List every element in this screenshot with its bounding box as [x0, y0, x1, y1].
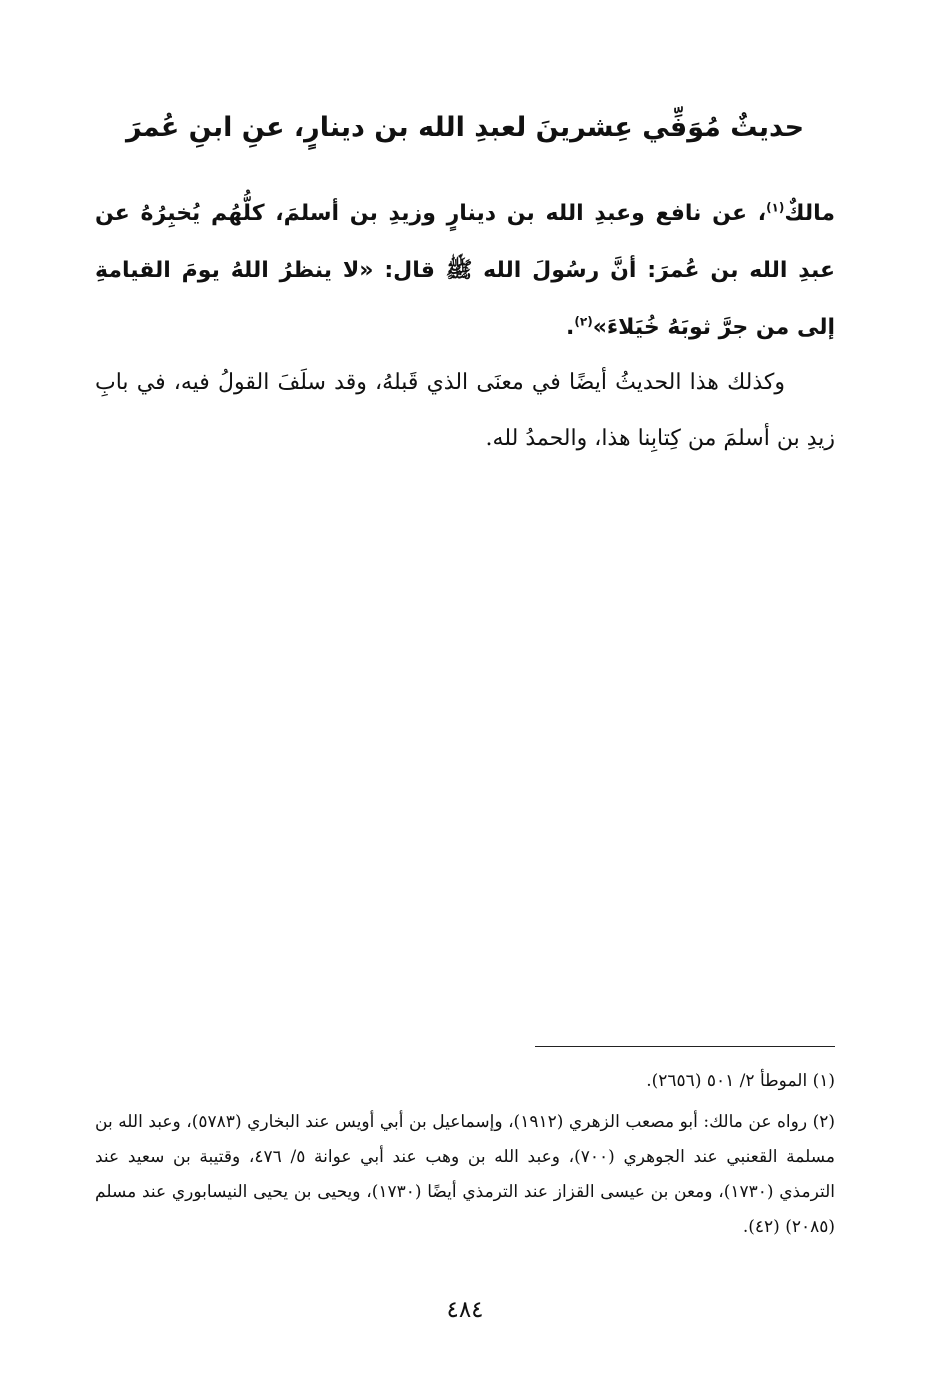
page-number: ٤٨٤	[446, 1297, 484, 1323]
hadith-end-punct: .	[566, 315, 575, 340]
hadith-text	[95, 185, 835, 356]
footnote-1: (١) الموطأ ٢/ ٥٠١ (٢٦٥٦).	[646, 1071, 835, 1091]
footnote-2: (٢) رواه عن مالك: أبو مصعب الزهري (١٩١٢)، وإسماعيل بن أبي أويس عند البخاري (٥٧٨٣)، وعبد الله بن مسلمة القعنبي عند الجوهري (٧٠٠)، وعبد الله بن وهب عند أبي عوانة ٥/ ٤٧٦، وقتيبة بن سعيد عند الترمذي (١٧٣٠)، ومعن بن عيسى القزاز عند الترمذي أيضًا (١٧٣٠)، ويحيى بن يحيى النيسابوري عند مسلم (٢٠٨٥) (٤٢).	[95, 1112, 835, 1237]
footnote-divider	[535, 1046, 835, 1047]
section-heading: حديثٌ مُوَفِّي عِشرينَ لعبدِ الله بن دينارٍ، عنِ ابنِ عُمرَ	[125, 112, 805, 143]
hadith-chain-and-text: ، عن نافع وعبدِ الله بن دينارٍ وزيدِ بن أسلمَ، كلُّهُم يُخبِرُهُ عن عبدِ الله بن عُمرَ: أنَّ رسُولَ الله ﷺ قال: «لا ينظرُ اللهُ يومَ القيامةِ إلى من جرَّ ثوبَهُ خُيَلاءَ»	[95, 201, 835, 340]
footnote-ref-1[interactable]: (١)	[766, 200, 785, 215]
footnotes-section	[95, 1064, 835, 1251]
footnote-ref-2[interactable]: (٢)	[574, 314, 593, 329]
commentary-paragraph: وكذلك هذا الحديثُ أيضًا في معنَى الذي قَبلهُ، وقد سلَفَ القولُ فيه، في بابِ زيدِ بن أسلمَ من كِتابِنا هذا، والحمدُ لله.	[95, 370, 835, 451]
narrator-name: مالكٌ	[784, 201, 835, 226]
